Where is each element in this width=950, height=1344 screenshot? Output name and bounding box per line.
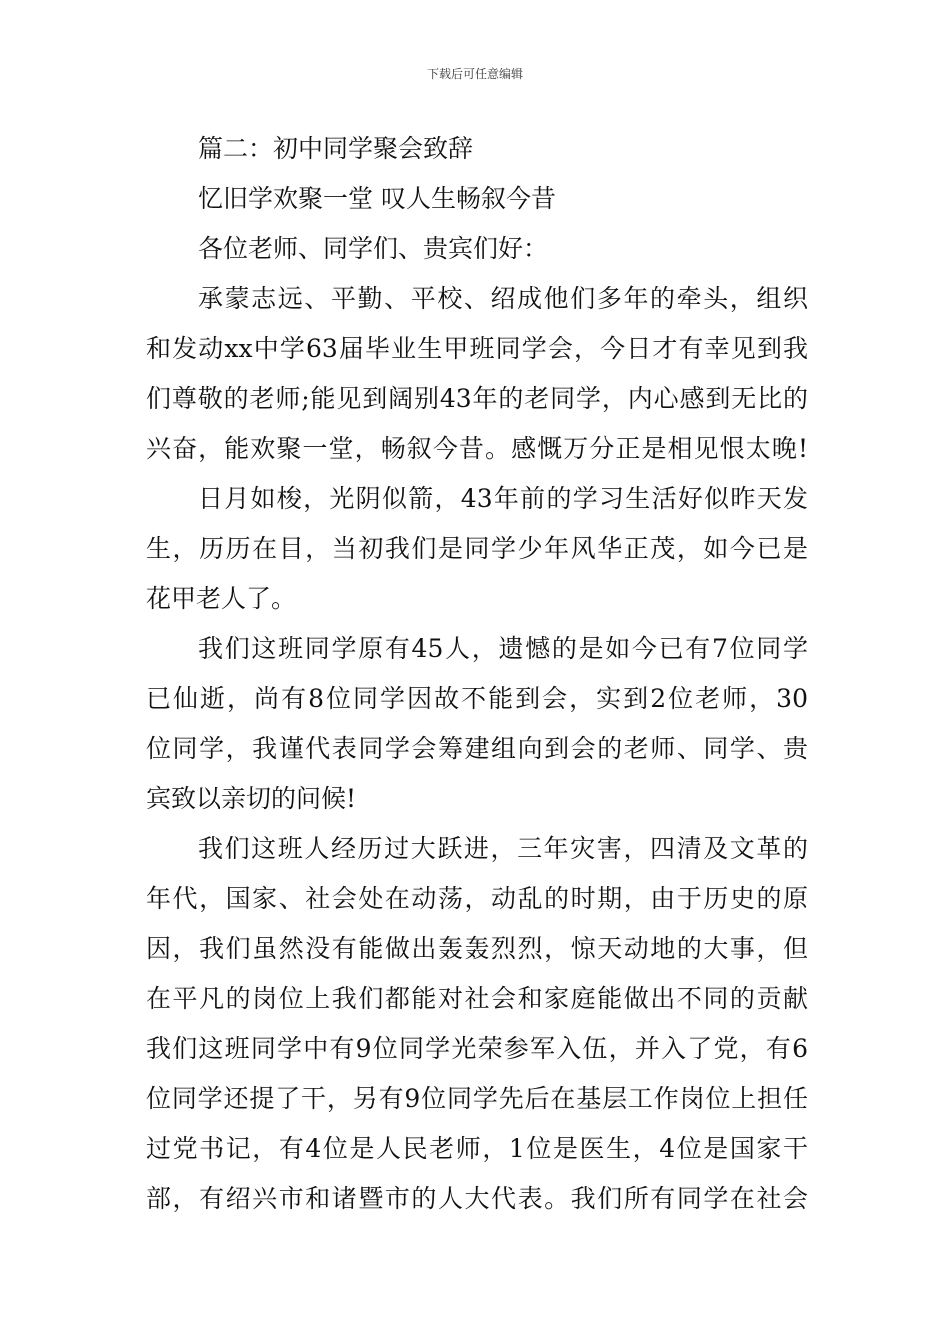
greeting-line: 各位老师、同学们、贵宾们好：: [198, 234, 549, 263]
paragraph-line: 在平凡的岗位上我们都能对社会和家庭能做出不同的贡献: [146, 984, 808, 1013]
paragraph-line: 兴奋，能欢聚一堂，畅叙今昔。感慨万分正是相见恨太晚!: [146, 434, 808, 463]
paragraph-line: 我们这班人经历过大跃进，三年灾害，四清及文革的: [198, 834, 808, 863]
paragraph-line: 我们这班同学中有9位同学光荣参军入伍，并入了党，有6: [146, 1034, 808, 1063]
paragraph-line: 位同学，我谨代表同学会筹建组向到会的老师、同学、贵: [146, 734, 808, 763]
paragraph-3: [146, 624, 808, 824]
paragraph-line: 年代，国家、社会处在动荡，动乱的时期，由于历史的原: [146, 884, 808, 913]
paragraph-line: 花甲老人了。: [146, 584, 297, 613]
document-subtitle: 忆旧学欢聚一堂 叹人生畅叙今昔: [198, 184, 556, 213]
document-title: 篇二：初中同学聚会致辞: [198, 134, 474, 163]
paragraph-line: 位同学还提了干，另有9位同学先后在基层工作岗位上担任: [146, 1084, 808, 1113]
paragraph-4: [146, 824, 808, 1224]
paragraph-line: 承蒙志远、平勤、平校、绍成他们多年的牵头，组织: [198, 284, 808, 313]
paragraph-line: 因，我们虽然没有能做出轰轰烈烈，惊天动地的大事，但: [146, 934, 808, 963]
paragraph-line: 宾致以亲切的问候!: [146, 784, 357, 813]
page-header-note: 下载后可任意编辑: [426, 67, 523, 81]
paragraph-line: 过党书记，有4位是人民老师，1位是医生，4位是国家干: [146, 1134, 808, 1163]
paragraph-line: 已仙逝，尚有8位同学因故不能到会，实到2位老师，30: [146, 684, 808, 713]
paragraph-line: 生，历历在目，当初我们是同学少年风华正茂，如今已是: [146, 534, 808, 563]
paragraph-1: [146, 274, 808, 474]
paragraph-2: [146, 474, 808, 624]
paragraph-line: 我们这班同学原有45人，遗憾的是如今已有7位同学: [198, 634, 808, 663]
paragraph-line: 和发动xx中学63届毕业生甲班同学会，今日才有幸见到我: [146, 334, 808, 363]
paragraph-line: 们尊敬的老师;能见到阔别43年的老同学，内心感到无比的: [146, 384, 808, 413]
document-body: [146, 124, 808, 1224]
paragraph-line: 部，有绍兴市和诸暨市的人大代表。我们所有同学在社会: [146, 1184, 808, 1213]
paragraph-line: 日月如梭，光阴似箭，43年前的学习生活好似昨天发: [198, 484, 808, 513]
